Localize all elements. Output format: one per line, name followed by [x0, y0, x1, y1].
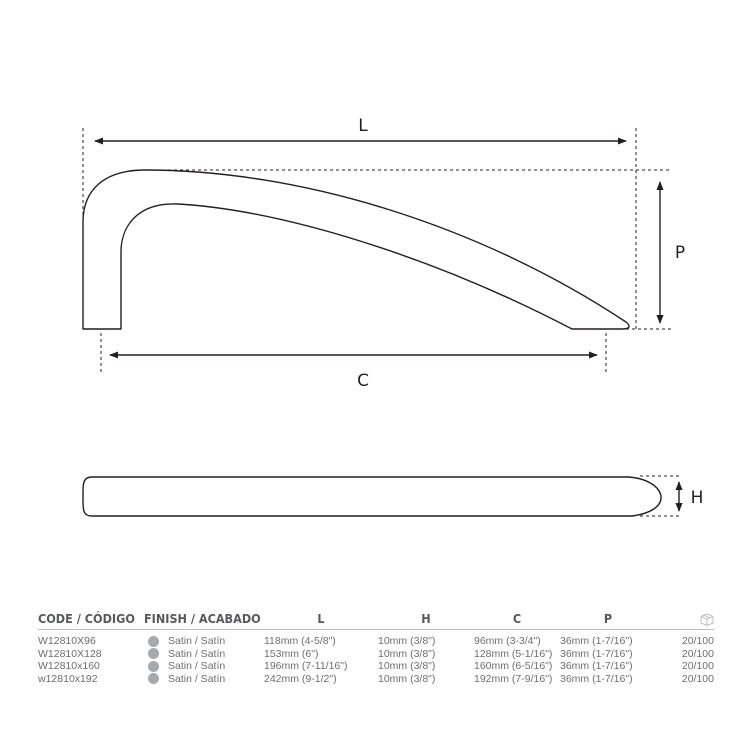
header-code: CODE / CÓDIGO: [38, 606, 144, 630]
cell-h: 10mm (3/8"): [378, 672, 436, 685]
finish-swatch: [148, 636, 159, 647]
cell-l: 196mm (7-11/16"): [264, 660, 348, 672]
header-l: L: [264, 606, 378, 630]
table-header-row: [38, 606, 714, 630]
cell-finish: [144, 648, 264, 661]
cell-p: 36mm (1-7/16"): [560, 672, 633, 685]
table-row: [38, 660, 714, 673]
cell-l: 153mm (6"): [264, 647, 319, 660]
cell-code: W12810X96: [38, 635, 96, 647]
table-row: [38, 648, 714, 661]
cell-l: 118mm (4-5/8"): [264, 635, 336, 647]
cell-pack: 20/100: [681, 635, 714, 647]
cell-c: 160mm (6-5/16"): [474, 660, 553, 672]
table-row: [38, 673, 714, 686]
cell-pack: 20/100: [681, 647, 714, 660]
label-c: C: [357, 371, 369, 391]
finish-swatch: [148, 673, 159, 684]
cell-h: 10mm (3/8"): [378, 635, 436, 647]
cell-p: 36mm (1-7/16"): [560, 635, 633, 647]
cell-finish: [144, 660, 264, 673]
handle-side-view: [83, 170, 629, 329]
cell-code: w12810x192: [38, 672, 98, 685]
cell-pack: 20/100: [681, 660, 714, 672]
cell-p: 36mm (1-7/16"): [560, 660, 633, 672]
label-h: H: [690, 488, 704, 508]
cell-c: 192mm (7-9/16"): [474, 672, 553, 685]
header-p: P: [560, 606, 656, 630]
finish-swatch: [148, 661, 159, 672]
cell-c: 128mm (5-1/16"): [474, 647, 553, 660]
finish-label: Satin / Satín: [168, 672, 226, 685]
table-row: [38, 630, 714, 648]
cell-pack: 20/100: [681, 672, 714, 685]
handle-top-view: [83, 477, 661, 516]
cell-code: W12810X128: [38, 647, 102, 660]
finish-label: Satin / Satín: [168, 635, 226, 647]
header-h: H: [378, 606, 474, 630]
cell-finish: [144, 630, 264, 648]
spec-table: [38, 606, 714, 685]
header-finish: FINISH / ACABADO: [144, 606, 264, 630]
finish-swatch: [148, 648, 159, 659]
cell-h: 10mm (3/8"): [378, 660, 436, 672]
label-l: L: [358, 116, 368, 136]
cell-l: 242mm (9-1/2"): [264, 672, 337, 685]
label-p: P: [674, 243, 686, 263]
finish-label: Satin / Satín: [168, 660, 226, 672]
header-pack: [656, 606, 714, 630]
header-c: C: [474, 606, 560, 630]
cell-c: 96mm (3-3/4"): [474, 635, 541, 647]
cell-h: 10mm (3/8"): [378, 647, 436, 660]
cell-p: 36mm (1-7/16"): [560, 647, 633, 660]
cell-code: W12810x160: [38, 660, 100, 672]
package-box-icon: [700, 613, 714, 626]
cell-finish: [144, 673, 264, 686]
finish-label: Satin / Satín: [168, 647, 226, 660]
